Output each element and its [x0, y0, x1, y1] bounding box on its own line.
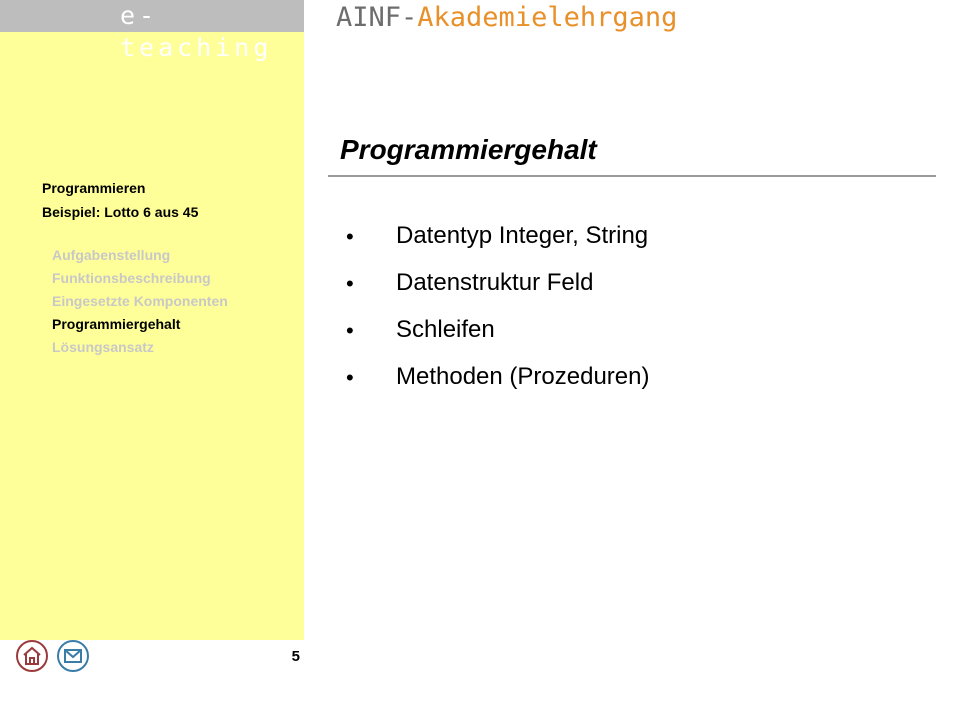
bullet-text: Datenstruktur Feld [396, 269, 594, 296]
course-title-prefix: AINF- [336, 2, 418, 33]
bullet-text: Datentyp Integer, String [396, 222, 649, 249]
bullet-text: Methoden (Prozeduren) [396, 363, 650, 390]
title-divider [328, 175, 936, 177]
course-title-main: Akademielehrgang [417, 2, 678, 33]
bullet-marker: • [346, 365, 354, 390]
nav-heading-topic: Programmieren [42, 180, 146, 196]
bullet-marker: • [346, 318, 354, 343]
mail-button[interactable] [57, 640, 89, 672]
home-button[interactable] [16, 640, 48, 672]
nav-item-programmiergehalt[interactable]: Programmiergehalt [52, 316, 181, 332]
nav-heading-example: Beispiel: Lotto 6 aus 45 [42, 204, 199, 220]
mail-icon [63, 646, 83, 666]
brand-logo-text: e-teaching [120, 1, 273, 62]
course-title [336, 0, 677, 36]
bullet-marker: • [346, 224, 354, 249]
brand-bar [0, 0, 304, 62]
page-title: Programmiergehalt [340, 134, 597, 165]
nav-item-eingesetzte-komponenten[interactable]: Eingesetzte Komponenten [52, 293, 228, 309]
page-number: 5 [291, 648, 300, 665]
bullet-marker: • [346, 271, 354, 296]
home-icon [22, 646, 42, 666]
bullet-text: Schleifen [396, 316, 495, 343]
nav-item-loesungsansatz[interactable]: Lösungsansatz [52, 339, 154, 355]
nav-item-aufgabenstellung[interactable]: Aufgabenstellung [52, 247, 171, 263]
nav-item-funktionsbeschreibung[interactable]: Funktionsbeschreibung [52, 270, 211, 286]
